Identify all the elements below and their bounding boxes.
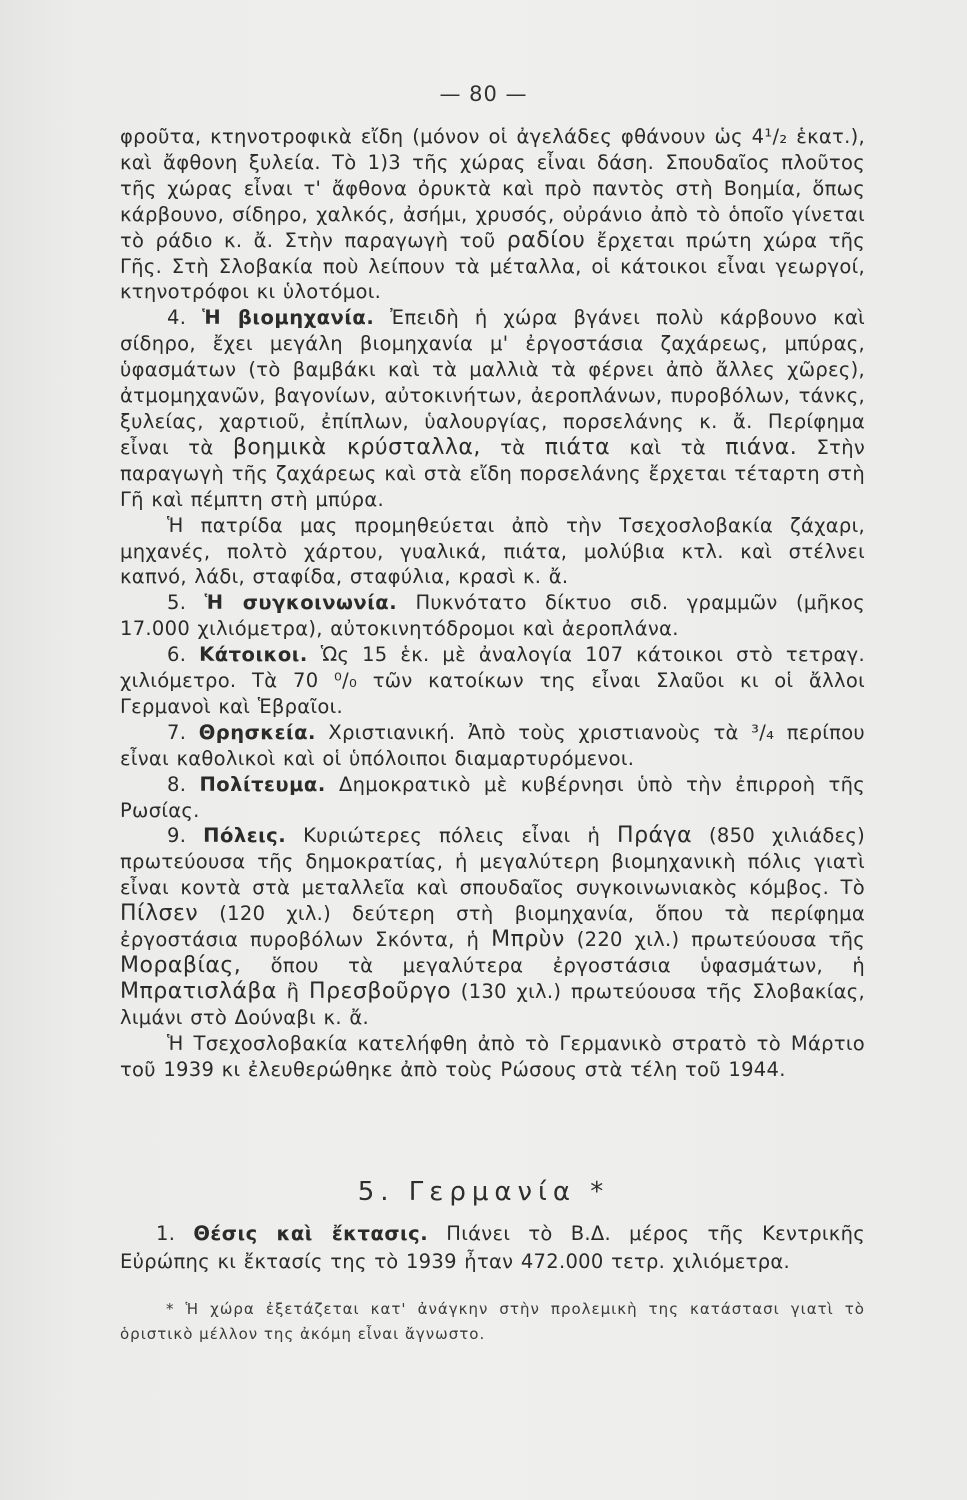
city-pressburg: Πρεσβοῦργο [309, 978, 452, 1004]
cities-text-e: ὅπου τὰ μεγαλύτερα ἐργοστάσια ὑφασμάτων, ἡ [270, 954, 865, 977]
government-text: Δημοκρατικὸ μὲ κυβέρνησι ὑπὸ τὴν ἐπιρροὴ τῆς Ρωσίας. [120, 772, 865, 822]
section-industry [120, 305, 865, 512]
section-heading-industry: Ἡ βιομηχανία. [202, 306, 375, 330]
section-number: 4. [167, 306, 187, 330]
city-pilsen: Πίλσεν [120, 901, 199, 927]
cities-text-d: (220 χιλ.) πρωτεύουσα τῆς [576, 928, 866, 952]
section-number: 7. [167, 720, 187, 744]
cities-text-b: (850 χιλιάδες) πρωτεύουσα τῆς δημοκρατίας, ἡ μεγαλύτερη βιομηχανικὴ πόλις γιατὶ εἶναι κοντὰ στὰ μεταλλεῖα καὶ σπουδαῖος συγκοινωνιακὸς κόμβος. Τὸ [120, 824, 866, 900]
body-text [120, 124, 865, 1083]
intro-paragraph [120, 124, 865, 305]
industry-text: Ἐπειδὴ ἡ χώρα βγάνει πολὺ κάρβουνο καὶ σίδηρο, ἔχει μεγάλη βιομηχανία μ' ἐργοστάσια ζαχάρεως, μπύρας, ὑφασμάτων (τὸ βαμβάκι καὶ τὰ μαλλιὰ τὰ φέρνει ἀπὸ ἄλλες χῶρες), ἀτμομηχανῶν, βαγονίων, αὐτοκινήτων, ἀεροπλάνων, πυροβόλων, τάνκς, ξυλείας, χαρτιοῦ, ἐπίπλων, ὑαλουργίας, πορσελάνης κ. ἄ. Περίφημα εἶναι τὰ [120, 306, 866, 459]
region-moravia: Μοραβίας, [120, 953, 242, 978]
trade-paragraph: Ἡ πατρίδα μας προμηθεύεται ἀπὸ τὴν Τσεχοσλοβακία ζάχαρι, μηχανές, πολτὸ χάρτου, γυαλικά, πιάτα, μολύβια κτλ. καὶ στέλνει καπνό, λάδι, σταφίδα, σταφύλια, κρασὶ κ. ἄ. [120, 513, 865, 589]
section-heading-religion: Θρησκεία. [198, 720, 316, 744]
crystal-emphasis: βοημικὰ κρύσταλλα, [232, 434, 481, 460]
city-prague: Πράγα [617, 823, 693, 849]
cities-text-g: (130 χιλ.) πρωτεύουσα τῆς Σλοβακίας, λιμάνι στὸ Δούναβι κ. ἄ. [120, 979, 866, 1029]
section-heading-cities: Πόλεις. [203, 824, 287, 848]
chapter-title: 5. Γερμανία * [357, 1177, 610, 1207]
section-heading-position: Θέσις καὶ ἔκτασις. [193, 1222, 429, 1245]
intro-text: φροῦτα, κτηνοτροφικὰ εἴδη (μόνον οἱ ἀγελάδες φθάνουν ὡς 4¹/₂ ἑκατ.), καὶ ἄφθονη ξυλεία. Τὸ 1)3 τῆς χώρας εἶναι δάση. Σπουδαῖος πλοῦτος τῆς χώρας εἶναι τ' ἄφθονα ὀρυκτὰ καὶ πρὸ παντὸς στὴ Βοημία, ὅπως κάρβουνο, σίδηρο, χαλκός, ἀσήμι, χρυσός, οὐράνιο ἀπὸ τὸ ὁποῖο γίνεται τὸ ράδιο κ. ἄ. Στὴν παραγωγὴ τοῦ [120, 125, 865, 252]
industry-text-c: καὶ τὰ [629, 435, 706, 459]
section-heading-communication: Ἡ συγκοινωνία. [204, 591, 398, 615]
communication-text: Πυκνότατο δίκτυο σιδ. γραμμῶν (μῆκος 17.000 χιλιόμετρα), αὐτοκινητόδρομοι καὶ ἀεροπλάνα. [120, 591, 865, 641]
section-religion [120, 720, 865, 772]
section-cities [120, 823, 865, 1030]
inhabitants-text: Ὡς 15 ἑκ. μὲ ἀναλογία 107 κάτοικοι στὸ τετραγ. χιλιόμετρο. Τὰ 70 ⁰/₀ τῶν κατοίκων της εἶναι Σλαῦοι κι οἱ ἄλλοι Γερμανοὶ καὶ Ἑβραῖοι. [120, 643, 865, 718]
section-number: 5. [167, 591, 187, 615]
radium-emphasis: ραδίου [506, 227, 586, 253]
section-government [120, 772, 865, 824]
cities-text-c: (120 χιλ.) δεύτερη στὴ βιομηχανία, ὅπου τὰ περίφημα ἐργοστάσια πυροβόλων Σκόντα, ἡ [120, 902, 866, 952]
section-number: 9. [167, 824, 187, 848]
section-number: 8. [167, 772, 187, 796]
section-position [120, 1220, 865, 1276]
footnote [120, 1297, 865, 1347]
section-number: 6. [167, 643, 187, 667]
section-heading-inhabitants: Κάτοικοι. [199, 643, 308, 667]
history-paragraph: Ἡ Τσεχοσλοβακία κατελήφθη ἀπὸ τὸ Γερμανικὸ στρατὸ τὸ Μάρτιο τοῦ 1939 κι ἐλευθερώθηκε ἀπὸ τοὺς Ρώσους στὰ τέλη τοῦ 1944. [120, 1031, 865, 1081]
religion-text: Χριστιανική. Ἀπὸ τοὺς χριστιανοὺς τὰ ³/₄ περίπου εἶναι καθολικοὶ καὶ οἱ ὑπόλοιποι διαμαρτυρόμενοι. [120, 720, 866, 770]
germany-text [120, 1220, 865, 1276]
city-brno: Μπρὺν [491, 927, 565, 953]
position-text: Πιάνει τὸ Β.Δ. μέρος τῆς Κεντρικῆς Εὐρώπης κι ἔκτασίς της τὸ 1939 ἦταν 472.000 τετρ. χιλιόμετρα. [120, 1222, 866, 1273]
pianos-emphasis: πιάνα. [725, 434, 798, 460]
city-bratislava: Μπρατισλάβα [120, 978, 277, 1004]
cities-text-a: Κυριώτερες πόλεις εἶναι ἡ [303, 824, 601, 848]
section-number: 1. [156, 1222, 176, 1245]
section-inhabitants [120, 642, 865, 720]
plates-emphasis: πιάτα [544, 434, 611, 460]
industry-text-d: Στὴν παραγωγὴ τῆς ζαχάρεως καὶ στὰ εἴδη πορσελάνης ἔρχεται τέταρτη στὴ Γῆ καὶ πέμπτη στὴ μπύρα. [120, 435, 866, 511]
footnote-text: * Ἡ χώρα ἐξετάζεται κατ' ἀνάγκην στὴν προλεμικὴ της κατάστασι γιατὶ τὸ ὁριστικὸ μέλλον της ἀκόμη εἶναι ἄγνωστο. [120, 1300, 865, 1343]
industry-text-b: τὰ [500, 435, 526, 459]
section-communication [120, 590, 865, 642]
cities-text-f: ἢ [286, 979, 300, 1003]
intro-text-end: ἔρχεται πρώτη χώρα τῆς Γῆς. Στὴ Σλοβακία ποὺ λείπουν τὰ μέταλλα, οἱ κάτοικοι εἶναι γεωργοί, κτηνοτρόφοι κι ὑλοτόμοι. [120, 228, 866, 304]
page-number: — 80 — [439, 82, 528, 106]
section-heading-government: Πολίτευμα. [199, 772, 326, 796]
